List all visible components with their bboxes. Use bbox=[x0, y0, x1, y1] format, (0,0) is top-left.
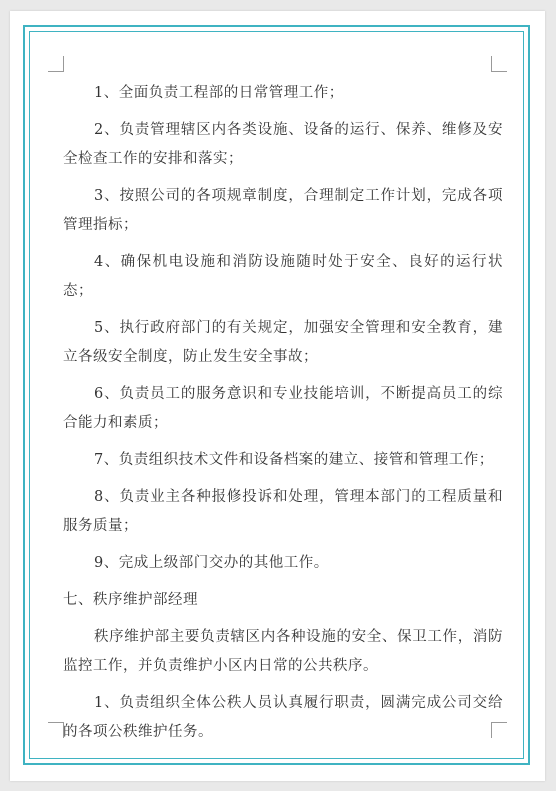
paragraph-4: 4、确保机电设施和消防设施随时处于安全、良好的运行状态； bbox=[63, 254, 503, 299]
margin-mark-top-right bbox=[491, 56, 507, 72]
paragraph-9: 9、完成上级部门交办的其他工作。 bbox=[94, 555, 329, 571]
margin-mark-top-left bbox=[48, 56, 64, 72]
paragraph-8: 8、负责业主各种报修投诉和处理，管理本部门的工程质量和服务质量； bbox=[63, 489, 503, 534]
section-paragraph-1: 秩序维护部主要负责辖区内各种设施的安全、保卫工作，消防监控工作，并负责维护小区内日常的公共秩序。 bbox=[63, 629, 503, 674]
paragraph-1: 1、全面负责工程部的日常管理工作； bbox=[94, 85, 344, 101]
document-page bbox=[10, 11, 545, 781]
paragraph-3: 3、按照公司的各项规章制度，合理制定工作计划，完成各项管理指标； bbox=[63, 188, 503, 233]
paragraph-6: 6、负责员工的服务意识和专业技能培训，不断提高员工的综合能力和素质； bbox=[63, 386, 503, 431]
section-heading: 七、秩序维护部经理 bbox=[63, 592, 198, 608]
section-paragraph-2: 1、负责组织全体公秩人员认真履行职责，圆满完成公司交给的各项公秩维护任务。 bbox=[63, 695, 503, 740]
document-body bbox=[63, 79, 503, 747]
paragraph-2: 2、负责管理辖区内各类设施、设备的运行、保养、维修及安全检查工作的安排和落实； bbox=[63, 122, 503, 167]
margin-mark-bottom-left bbox=[48, 722, 64, 738]
paragraph-7: 7、负责组织技术文件和设备档案的建立、接管和管理工作； bbox=[94, 452, 494, 468]
paragraph-5: 5、执行政府部门的有关规定，加强安全管理和安全教育，建立各级安全制度，防止发生安全事故； bbox=[63, 320, 503, 365]
